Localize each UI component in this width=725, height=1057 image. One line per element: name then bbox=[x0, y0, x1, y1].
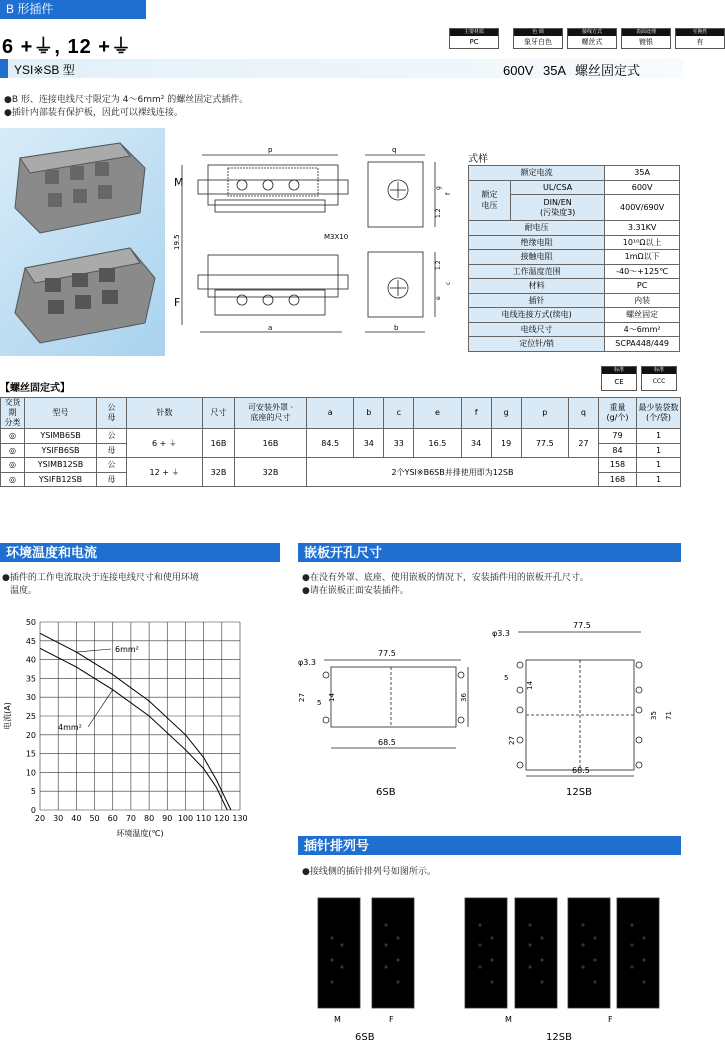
svg-text:6: 6 bbox=[402, 978, 407, 986]
env-heading: 环境温度和电流 bbox=[0, 543, 280, 562]
svg-text:14: 14 bbox=[526, 681, 534, 690]
order-table: 交货期 分类 型号 公 母 针数 尺寸 可安装外罩 · 底座的尺寸 a b c e f g p q 重量 (g/个) 最少装袋数 (个/袋) ◎ YSIMB6SB 公 6 + ⏚ 16B 16B 84.5 34 33 16.5 34 19 77.5 27 79 1 ◎ YSIFB6SB 母 84 1 ◎ YSIMB12SB 公 12 + ⏚ 32B 32B 2个YSI※B6SB并排使用即为12SB 158 1 ◎ YSIFB12SB 母 168 1 bbox=[0, 397, 681, 487]
svg-text:b: b bbox=[394, 324, 399, 332]
cutout-6sb-caption: 6SB bbox=[376, 787, 396, 798]
screw-label: M3X10 bbox=[324, 233, 349, 241]
y-tick-label: 45 bbox=[25, 636, 36, 646]
y-tick-label: 25 bbox=[25, 712, 36, 721]
attr-color: 色 调 象牙白色 bbox=[513, 28, 563, 49]
x-tick-label: 110 bbox=[195, 814, 212, 823]
y-tick-label: 50 bbox=[25, 618, 36, 627]
svg-text:5: 5 bbox=[504, 674, 509, 682]
pins-6sb-caption: 6SB bbox=[355, 1032, 375, 1043]
svg-text:e: e bbox=[435, 296, 442, 300]
svg-text:77.5: 77.5 bbox=[378, 649, 396, 658]
y-tick-label: 40 bbox=[25, 655, 36, 665]
label-m: M bbox=[174, 176, 184, 189]
y-tick-label: 15 bbox=[25, 749, 36, 759]
series-label: 4mm² bbox=[58, 723, 82, 732]
svg-text:5: 5 bbox=[317, 699, 322, 707]
cutout-text: ●在没有外罩、底座、使用嵌板的情况下，安装插件用的嵌板开孔尺寸。 ●请在嵌板正面安装插件。 bbox=[302, 573, 589, 596]
x-tick-label: 20 bbox=[34, 814, 46, 823]
x-tick-label: 60 bbox=[107, 814, 118, 823]
technical-drawing bbox=[170, 140, 465, 350]
svg-text:5: 5 bbox=[348, 964, 353, 972]
series-rating: 600V 35A 螺丝固定式 bbox=[503, 63, 640, 78]
svg-text:14: 14 bbox=[328, 693, 336, 702]
svg-text:p: p bbox=[268, 146, 273, 154]
table-row: ◎ YSIFB6SB 母 84 1 bbox=[1, 443, 681, 458]
x-tick-label: 100 bbox=[177, 814, 194, 823]
svg-text:c: c bbox=[445, 281, 452, 285]
pin-diagrams bbox=[310, 890, 680, 1050]
spec-table: 额定电流 35A 额定 电压 UL/CSA 600V DIN/EN (污染度3) 400V/690V 耐电压 3.31KV 绝缘电阻 10¹⁰Ω以上 接触电阻 1mΩ以下 工作温度范围 -40～+125℃ 材料 PC 插针 内装 电线连接方式(续电) 螺丝固定 电线尺寸 4～6mm² 定位针/销 SCPA448/449 bbox=[468, 165, 680, 352]
svg-text:4: 4 bbox=[322, 956, 327, 964]
x-tick-label: 70 bbox=[125, 814, 137, 823]
svg-text:3: 3 bbox=[348, 942, 353, 950]
table-row: ◎ YSIMB12SB 公 12 + ⏚ 32B 32B 2个YSI※B6SB并排使用即为12SB 158 1 bbox=[1, 458, 681, 473]
x-axis-label: 环境温度(℃) bbox=[116, 829, 164, 838]
attribute-boxes bbox=[449, 28, 725, 49]
label-f: F bbox=[174, 296, 181, 309]
svg-text:f: f bbox=[445, 192, 452, 195]
category-label: B 形插件 bbox=[0, 0, 146, 19]
svg-text:2: 2 bbox=[402, 934, 407, 942]
y-tick-label: 35 bbox=[25, 674, 36, 684]
order-caption: 【螺丝固定式】 bbox=[0, 383, 70, 394]
svg-text:M: M bbox=[505, 1015, 512, 1024]
svg-text:1: 1 bbox=[377, 922, 382, 930]
pins-12sb-caption: 12SB bbox=[546, 1032, 572, 1043]
attr-material: 主要材质 PC bbox=[449, 28, 499, 49]
env-text: ●插件的工作电流取决于连接电线尺寸和使用环境 温度。 bbox=[2, 573, 199, 596]
svg-text:19.5: 19.5 bbox=[173, 234, 181, 250]
x-tick-label: 90 bbox=[162, 814, 173, 823]
svg-text:1.2: 1.2 bbox=[435, 208, 442, 218]
svg-text:68.5: 68.5 bbox=[378, 738, 396, 747]
x-tick-label: 50 bbox=[89, 814, 100, 823]
y-tick-label: 20 bbox=[25, 730, 36, 740]
series-bar bbox=[0, 59, 683, 78]
svg-text:F: F bbox=[389, 1015, 394, 1024]
y-tick-label: 0 bbox=[30, 806, 36, 815]
svg-text:6: 6 bbox=[322, 978, 327, 986]
x-tick-label: 130 bbox=[232, 814, 248, 823]
x-tick-label: 120 bbox=[214, 814, 230, 823]
svg-text:36: 36 bbox=[460, 693, 468, 702]
derating-chart bbox=[0, 612, 260, 852]
x-tick-label: 40 bbox=[71, 814, 82, 823]
svg-text:2: 2 bbox=[322, 934, 327, 942]
page-title: 6 +⏚, 12 +⏚ bbox=[2, 36, 132, 58]
cert-boxes: 标准 CE 标准 CCC bbox=[601, 366, 677, 391]
svg-text:g: g bbox=[435, 186, 442, 190]
spec-caption: 式样 bbox=[468, 154, 488, 165]
product-photo bbox=[0, 128, 165, 356]
y-tick-label: 5 bbox=[30, 787, 36, 797]
svg-text:φ3.3: φ3.3 bbox=[298, 658, 316, 667]
svg-text:27: 27 bbox=[298, 693, 306, 702]
x-tick-label: 30 bbox=[53, 814, 64, 823]
series-label: 6mm² bbox=[115, 645, 139, 654]
svg-text:φ3.3: φ3.3 bbox=[492, 629, 510, 638]
y-axis-label: 电流(A) bbox=[3, 702, 12, 730]
svg-text:F: F bbox=[608, 1015, 613, 1024]
series-label-leader bbox=[76, 649, 111, 652]
cutout-12sb-caption: 12SB bbox=[566, 787, 592, 798]
svg-text:77.5: 77.5 bbox=[573, 621, 591, 630]
pins-heading: 插针排列号 bbox=[298, 836, 681, 855]
table-row: ◎ YSIFB12SB 母 168 1 bbox=[1, 472, 681, 487]
svg-text:a: a bbox=[268, 324, 273, 332]
svg-text:27: 27 bbox=[508, 736, 516, 745]
y-tick-label: 10 bbox=[25, 768, 36, 778]
svg-text:1.2: 1.2 bbox=[435, 260, 442, 270]
series-label-leader bbox=[88, 690, 113, 727]
attr-interchange: 互换性 有 bbox=[675, 28, 725, 49]
series-name: YSI※SB 型 bbox=[14, 63, 75, 77]
svg-text:5: 5 bbox=[377, 964, 382, 972]
svg-text:71: 71 bbox=[665, 711, 673, 720]
svg-text:M: M bbox=[334, 1015, 341, 1024]
cutout-heading: 嵌板开孔尺寸 bbox=[298, 543, 681, 562]
svg-text:q: q bbox=[392, 146, 397, 154]
intro-text: ●B 形、连接电线尺寸限定为 4～6mm² 的螺丝固定式插件。 ●插针内部装有保护板，因此可以裸线连接。 bbox=[4, 95, 249, 118]
x-tick-label: 80 bbox=[143, 814, 155, 823]
attr-wiring: 接线方式 螺丝式 bbox=[567, 28, 617, 49]
svg-text:68.5: 68.5 bbox=[572, 766, 590, 775]
svg-text:35: 35 bbox=[650, 711, 658, 720]
pins-text: ●接线侧的插针排列号如图所示。 bbox=[302, 867, 436, 877]
y-tick-label: 30 bbox=[25, 693, 36, 703]
attr-surface: 表面处理 镀银 bbox=[621, 28, 671, 49]
svg-text:4: 4 bbox=[402, 956, 407, 964]
svg-text:3: 3 bbox=[377, 942, 382, 950]
table-row: ◎ YSIMB6SB 公 6 + ⏚ 16B 16B 84.5 34 33 16.5 34 19 77.5 27 79 1 bbox=[1, 429, 681, 444]
cutout-drawings bbox=[296, 610, 681, 800]
